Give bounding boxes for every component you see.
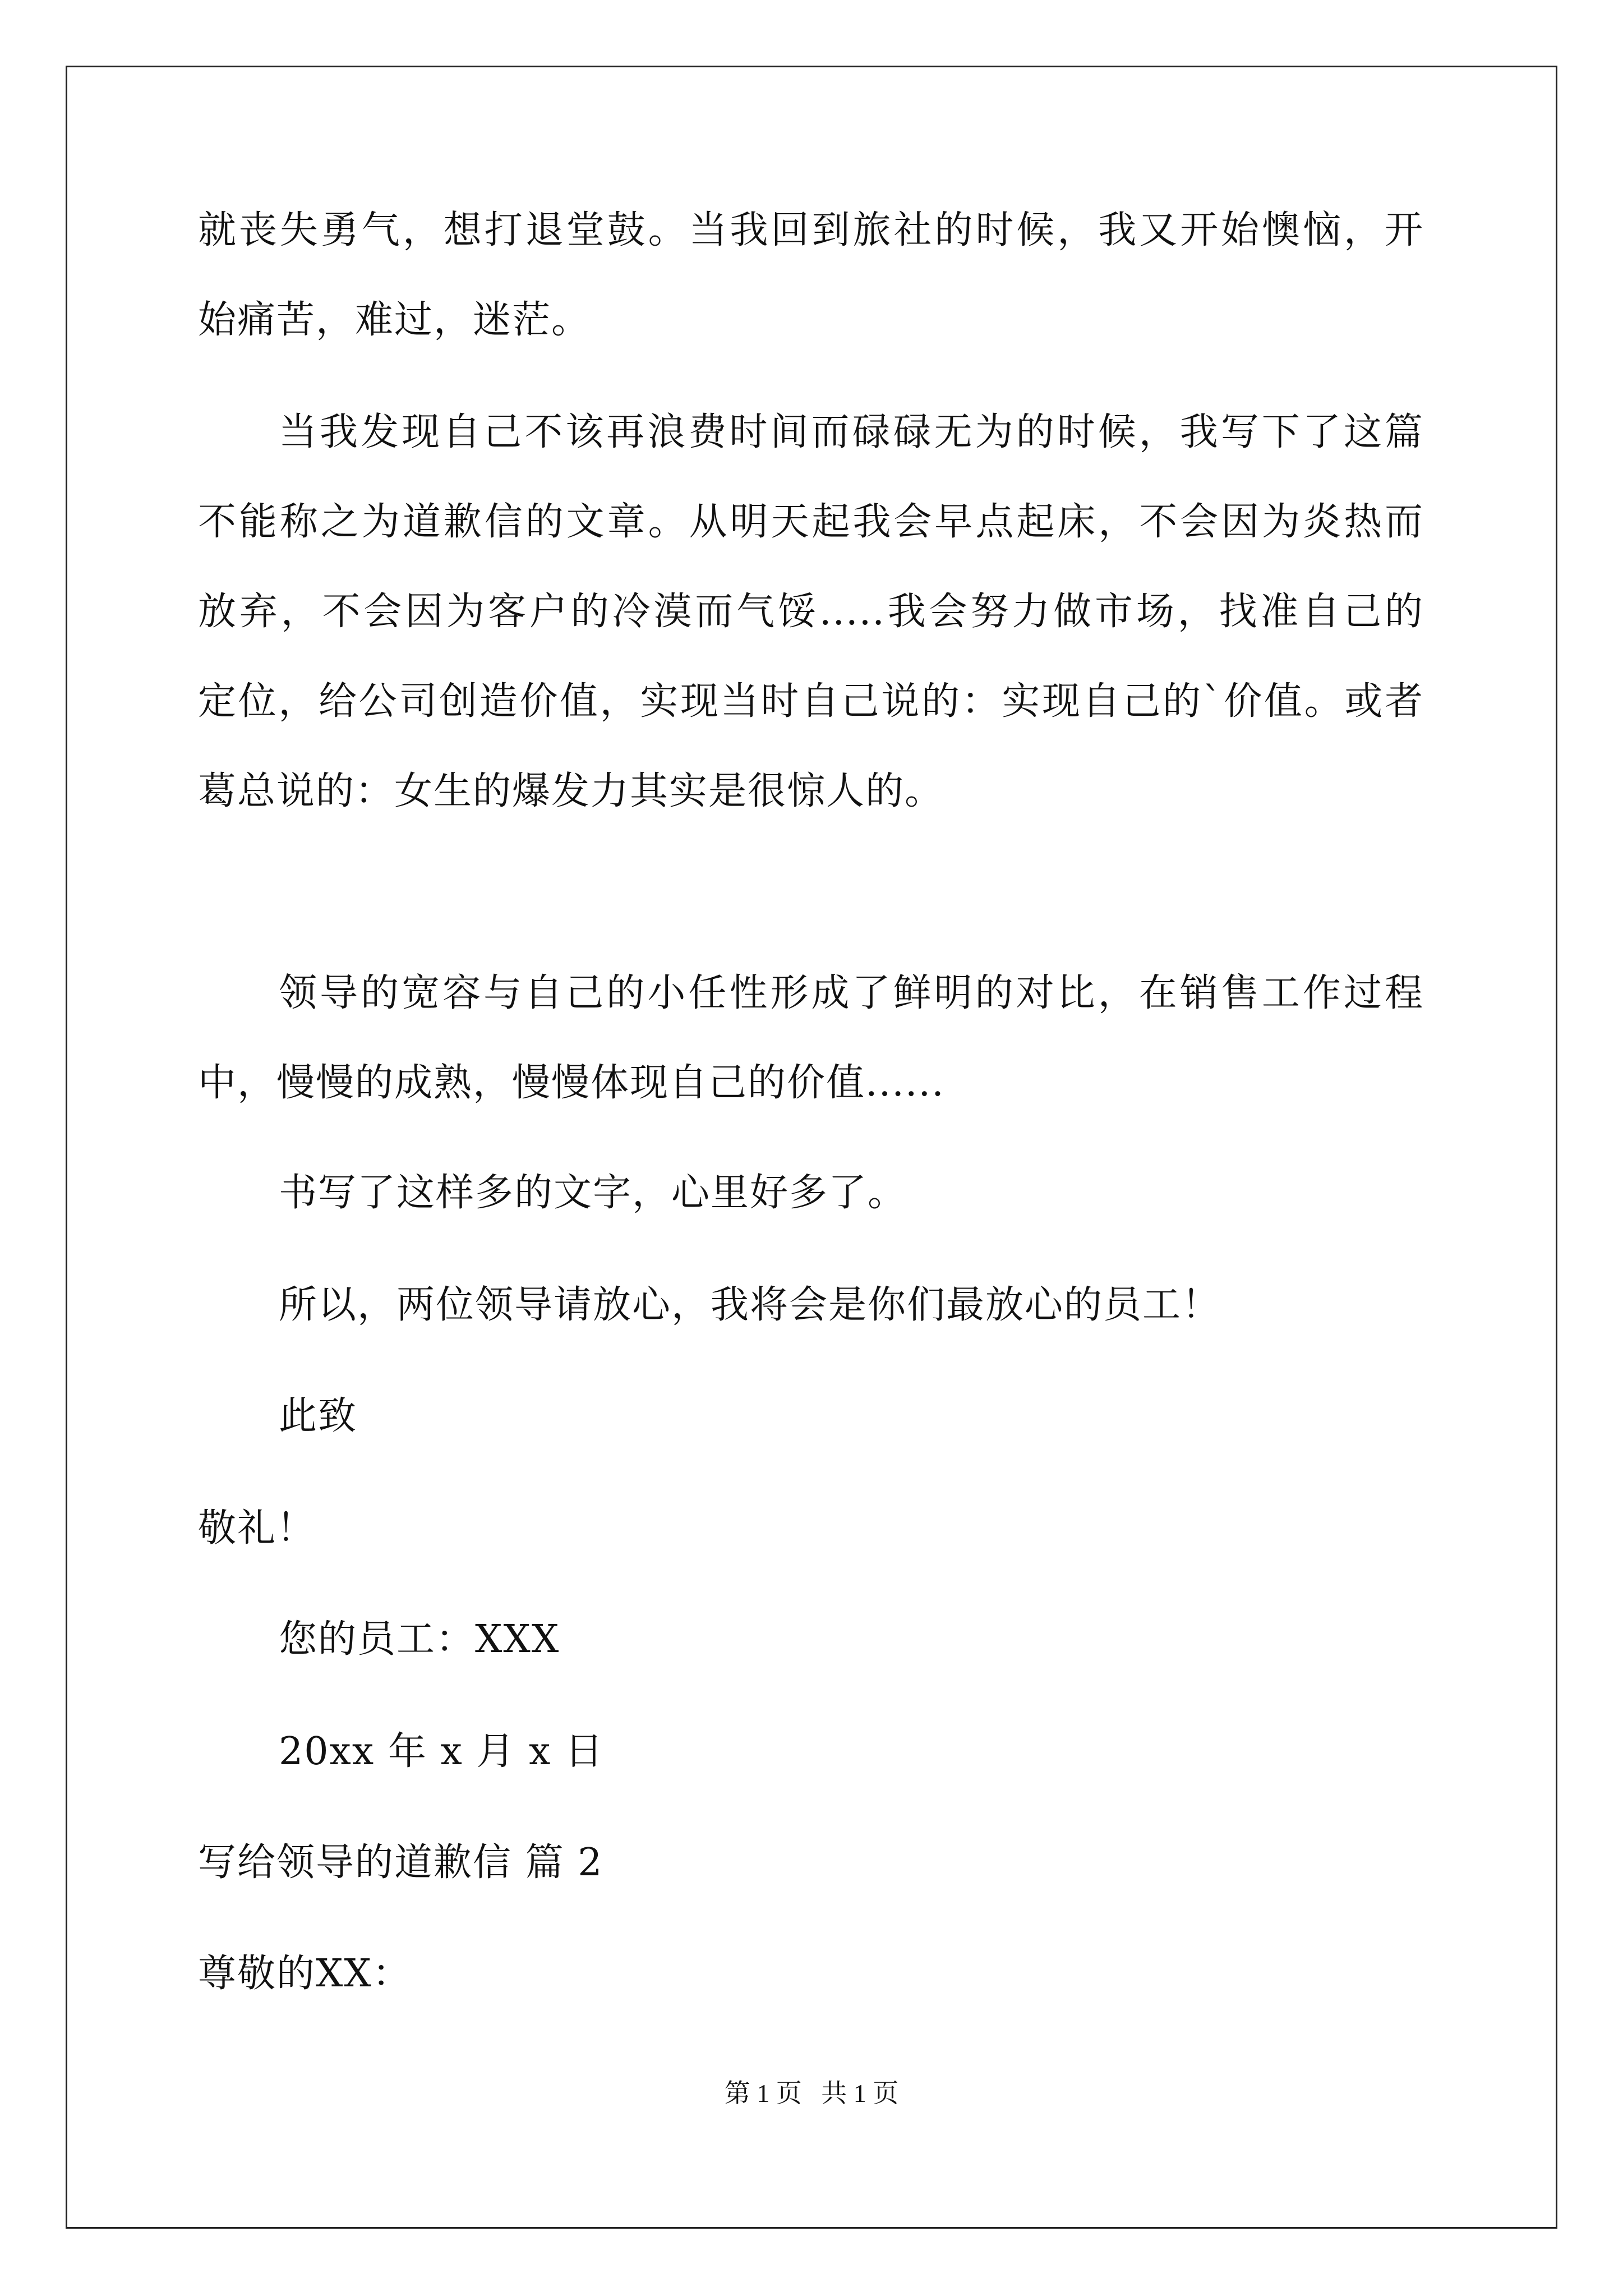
date-line: 20xx 年 x 月 x 日 bbox=[279, 1729, 605, 1774]
paragraph-line: 中，慢慢的成熟，慢慢体现自己的价值...... bbox=[198, 1061, 945, 1105]
page-number: 第 1 页 共 1 页 bbox=[724, 2079, 899, 2108]
paragraph-line: 放弃，不会因为客户的冷漠而气馁.....我会努力做市场，找准自己的 bbox=[198, 590, 1424, 634]
paragraph-line: 葛总说的：女生的爆发力其实是很惊人的。 bbox=[198, 769, 944, 813]
paragraph-line: 所以，两位领导请放心，我将会是你们最放心的员工！ bbox=[279, 1283, 1221, 1327]
paragraph-line: 定位，给公司创造价值，实现当时自己说的：实现自己的`价值。或者 bbox=[198, 679, 1424, 724]
paragraph-line: 领导的宽容与自己的小任性形成了鲜明的对比，在销售工作过程 bbox=[279, 971, 1424, 1015]
signature: 您的员工：XXX bbox=[279, 1617, 560, 1662]
closing-salutation: 此致 bbox=[279, 1394, 358, 1438]
paragraph-line: 当我发现自己不该再浪费时间而碌碌无为的时候，我写下了这篇 bbox=[279, 410, 1424, 454]
paragraph-line: 不能称之为道歉信的文章。从明天起我会早点起床，不会因为炎热而 bbox=[198, 500, 1424, 544]
greeting: 尊敬的XX： bbox=[198, 1952, 412, 1996]
paragraph-line: 始痛苦，难过，迷茫。 bbox=[198, 298, 591, 342]
paragraph-line: 就丧失勇气，想打退堂鼓。当我回到旅社的时候，我又开始懊恼，开 bbox=[198, 208, 1424, 252]
page-border bbox=[66, 66, 1557, 2229]
closing-regards: 敬礼！ bbox=[198, 1506, 316, 1550]
paragraph-line: 书写了这样多的文字，心里好多了。 bbox=[279, 1171, 907, 1215]
section-heading: 写给领导的道歉信 篇 2 bbox=[198, 1841, 603, 1885]
